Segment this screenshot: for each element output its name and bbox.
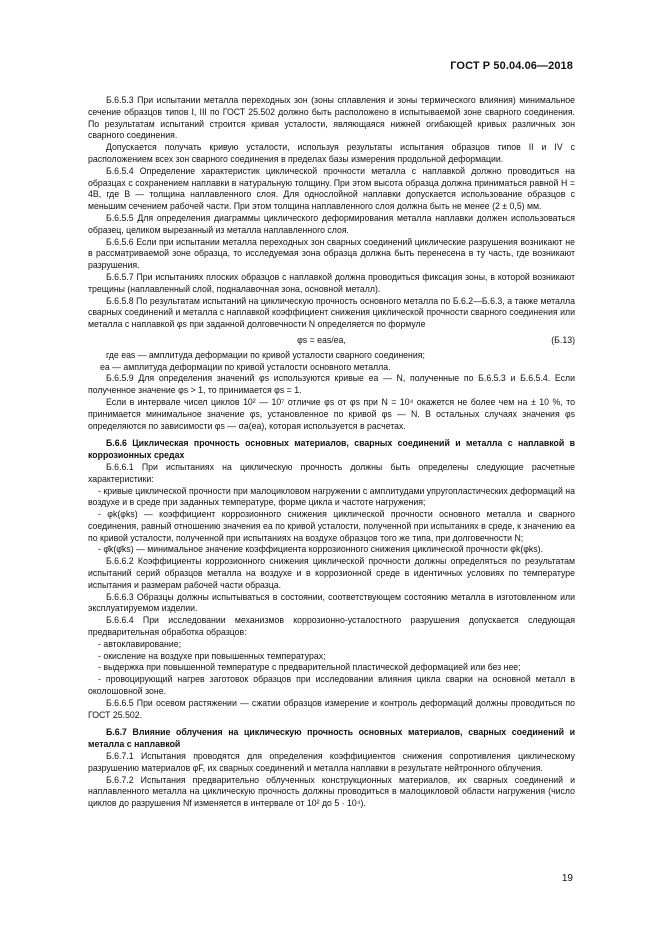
page-number: 19: [561, 873, 573, 884]
paragraph: Б.6.6.1 При испытаниях на циклическую прочность должны быть определены следующие расчетные характеристики:: [88, 461, 575, 484]
list-item: - автоклавирование;: [98, 638, 182, 649]
list-item: - φ̄k(φ̄ks) — минимальное значение коэффициента коррозионного снижения циклической прочности φk(φks).: [98, 544, 544, 555]
paragraph: Б.6.5.5 Для определения диаграммы циклического деформирования металла наплавки должен использоваться образец, целиком вырезанный из металла наплавленного слоя.: [88, 212, 575, 235]
paragraph: Б.6.6.4 При исследовании механизмов коррозионно-усталостного разрушения допускается следующая предварительная обработка образцов:: [88, 615, 575, 638]
list-item: - провоцирующий нагрев заготовок образцов при исследовании влияния цикла сварки на основной металл в околошовной зоне.: [88, 674, 575, 697]
formula: φs = eas/ea,: [297, 334, 346, 345]
paragraph: Б.6.5.7 При испытаниях плоских образцов с наплавкой должна проводиться фиксация зоны, в которой возникают трещины (наплавленный слой, подналавочная зона, основной металл).: [88, 271, 575, 294]
paragraph: Б.6.5.3 При испытании металла переходных зон (зоны сплавления и зоны термического влияния) минимальное сечение образцов типов I, III по ГОСТ 25.502 должно быть расположено в испытываемой зоне сварного соединения. По результатам испытаний строится кривая усталости, являющаяся нижней огибающей кривых различных зон сварного соединения.: [88, 95, 575, 141]
paragraph: Б.6.5.4 Определение характеристик циклической прочности металла с наплавкой должно проводиться на образцах с сохранением наплавки в натуральную толщину. При этом высота образца должна приниматься равной H = 4B, где B — толщина наплавленного слоя. Для однослойной наплавки допускается использование образцов с меньшим сечением рабочей части. При этом толщина наплавленного слоя должна быть не менее (2 ± 0,5) мм.: [88, 165, 575, 212]
formula-explanation: ea — амплитуда деформации по кривой усталости основного металла.: [100, 361, 391, 372]
list-item: - выдержка при повышенной температуре с предварительной пластической деформацией или без нее;: [98, 662, 521, 673]
paragraph: Б.6.6.2 Коэффициенты коррозионного снижения циклической прочности должны определяться по результатам испытаний серий образцов металла на воздухе и в коррозионной среде в идентичных условиях по температуре испытания и размерам рабочей части образца.: [88, 556, 575, 590]
list-item: - φk(φks) — коэффициент коррозионного снижения циклической прочности основного металла и сварного соединения, равный отношению значения ea по кривой усталости, полученной при испытаниях в среде, к значению ea по кривой усталости, полученной при испытаниях на воздухе образцов того же типа, при долговечности N;: [88, 509, 575, 543]
formula-explanation: где eas — амплитуда деформации по кривой усталости сварного соединения;: [106, 349, 425, 360]
formula-block: [88, 335, 575, 347]
section-heading: Б.6.6 Циклическая прочность основных материалов, сварных соединений и металла с наплавкой в коррозионных средах: [88, 438, 575, 461]
formula-number: (Б.13): [551, 334, 575, 345]
paragraph: Б.6.6.3 Образцы должны испытываться в состоянии, соответствующем состоянию металла в изготовленном или эксплуатируемом изделии.: [88, 591, 575, 614]
paragraph: Б.6.6.5 При осевом растяжении — сжатии образцов измерение и контроль деформаций должны проводиться по ГОСТ 25.502.: [88, 697, 575, 720]
paragraph: Б.6.5.8 По результатам испытаний на циклическую прочность основного металла по Б.6.2—Б.6.3, а также металла сварных соединений и металла с наплавкой коэффициент снижения циклической прочности сварного соединения или металла с наплавкой φs при заданной долговечности N определяется по формуле: [88, 295, 575, 330]
paragraph: Б.6.5.9 Для определения значений φs используются кривые ea — N, полученные по Б.6.5.3 и Б.6.5.4. Если полученное значение φs > 1, то принимается φs = 1.: [88, 373, 575, 396]
list-item: - окисление на воздухе при повышенных температурах;: [98, 650, 326, 661]
document-header: ГОСТ Р 50.04.06—2018: [450, 60, 573, 72]
paragraph: Б.6.5.6 Если при испытании металла переходных зон сварных соединений циклические разрушения возникают не в рассматриваемой зоне образца, то исследуемая зона образца должна быть перенесена в ту часть, где возникают разрушения.: [88, 236, 575, 271]
paragraph: Если в интервале чисел циклов 10² — 10⁷ отличие φs от φs при N = 10⁴ окажется не более чем на ± 10 %, то принимается минимальное значение φs, установленное по кривой φs — N. В остальных случаях значения φs определяются по зависимости φs — σa(ea), которая используется в расчетах.: [88, 396, 575, 431]
document-body: [88, 95, 575, 810]
section-heading: Б.6.7 Влияние облучения на циклическую прочность основных материалов, сварных соединений и металла с наплавкой: [88, 727, 575, 750]
paragraph: Допускается получать кривую усталости, используя результаты испытания образцов типов II и IV с расположением всех зон сварного соединения в пределах базы измерения продольной деформации.: [88, 142, 575, 164]
paragraph: Б.6.7.2 Испытания предварительно облученных конструкционных материалов, их сварных соединений и наплавленного металла на циклическую прочность должны проводиться в малоцикловой области нагружения (число циклов до разрушения Nf изменяется в интервале от 10² до 5 · 10⁴).: [88, 774, 575, 809]
list-item: - кривые циклической прочности при малоцикловом нагружении с амплитудами упругопластических деформаций на воздухе и в среде при заданных температуре, форме цикла и частоте нагружения;: [88, 485, 575, 508]
paragraph: Б.6.7.1 Испытания проводятся для определения коэффициентов снижения сопротивления циклическому разрушению материалов φF, их сварных соединений и металла наплавки в результате нейтронного облучения.: [88, 751, 575, 773]
